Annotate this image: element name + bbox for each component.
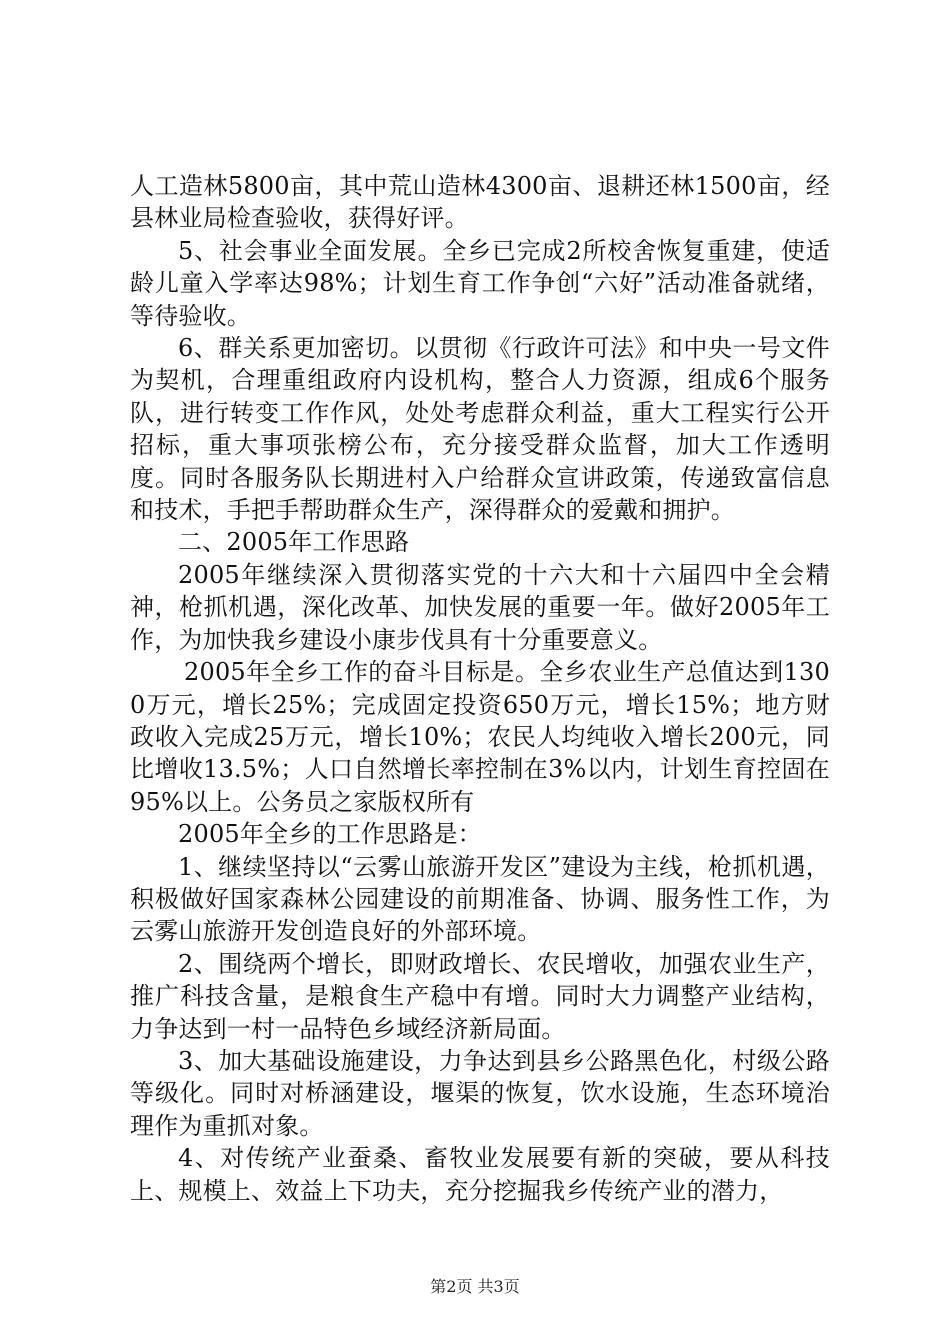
paragraph-7: 2005年全乡的工作思路是： (178, 820, 482, 849)
section-heading: 二、2005年工作思路 (178, 528, 410, 557)
document-body (130, 170, 830, 1207)
paragraph-8: 1、继续坚持以“云雾山旅游开发区”建设为主线，枪抓机遇，积极做好国家森林公园建设的前期准备、协调、服务性工作，为云雾山旅游开发创造良好的外部环境。 (130, 852, 830, 946)
page-footer: 第2页 共3页 (430, 1277, 520, 1296)
paragraph-1: 人工造林5800亩，其中荒山造林4300亩、退耕还林1500亩，经县林业局检查验收，获得好评。 (130, 172, 830, 233)
paragraph-3: 6、群关系更加密切。以贯彻《行政许可法》和中央一号文件为契机，合理重组政府内设机构，整合人力资源，组成6个服务队，进行转变工作作风，处处考虑群众利益，重大工程实行公开招标，重大事项张榜公布，充分接受群众监督，加大工作透明度。同时各服务队长期进村入户给群众宣讲政策，传递致富信息和技术，手把手帮助群众生产，深得群众的爱戴和拥护。 (130, 334, 830, 525)
paragraph-10: 3、加大基础设施建设，力争达到县乡公路黑色化，村级公路等级化。同时对桥涵建设，堰渠的恢复，饮水设施，生态环境治理作为重抓对象。 (130, 1046, 830, 1140)
paragraph-11: 4、对传统产业蚕桑、畜牧业发展要有新的突破，要从科技上、规模上、效益上下功夫，充分挖掘我乡传统产业的潜力， (130, 1144, 830, 1205)
paragraph-2: 5、社会事业全面发展。全乡已完成2所校舍恢复重建，使适龄儿童入学率达98%；计划生育工作争创“六好”活动准备就绪，等待验收。 (130, 236, 830, 330)
paragraph-6: 2005年全乡工作的奋斗目标是。全乡农业生产总值达到1300万元，增长25%；完成固定投资650万元，增长15%；地方财政收入完成25万元，增长10%；农民人均纯收入增长200元，同比增收13.5%；人口自然增长率控制在3%以内，计划生育控固在95%以上。公务员之家版权所有 (130, 658, 830, 816)
paragraph-5: 2005年继续深入贯彻落实党的十六大和十六届四中全会精神，枪抓机遇，深化改革、加快发展的重要一年。做好2005年工作，为加快我乡建设小康步伐具有十分重要意义。 (130, 560, 830, 654)
paragraph-9: 2、围绕两个增长，即财政增长、农民增收，加强农业生产，推广科技含量，是粮食生产稳中有增。同时大力调整产业结构，力争达到一村一品特色乡域经济新局面。 (130, 949, 830, 1043)
